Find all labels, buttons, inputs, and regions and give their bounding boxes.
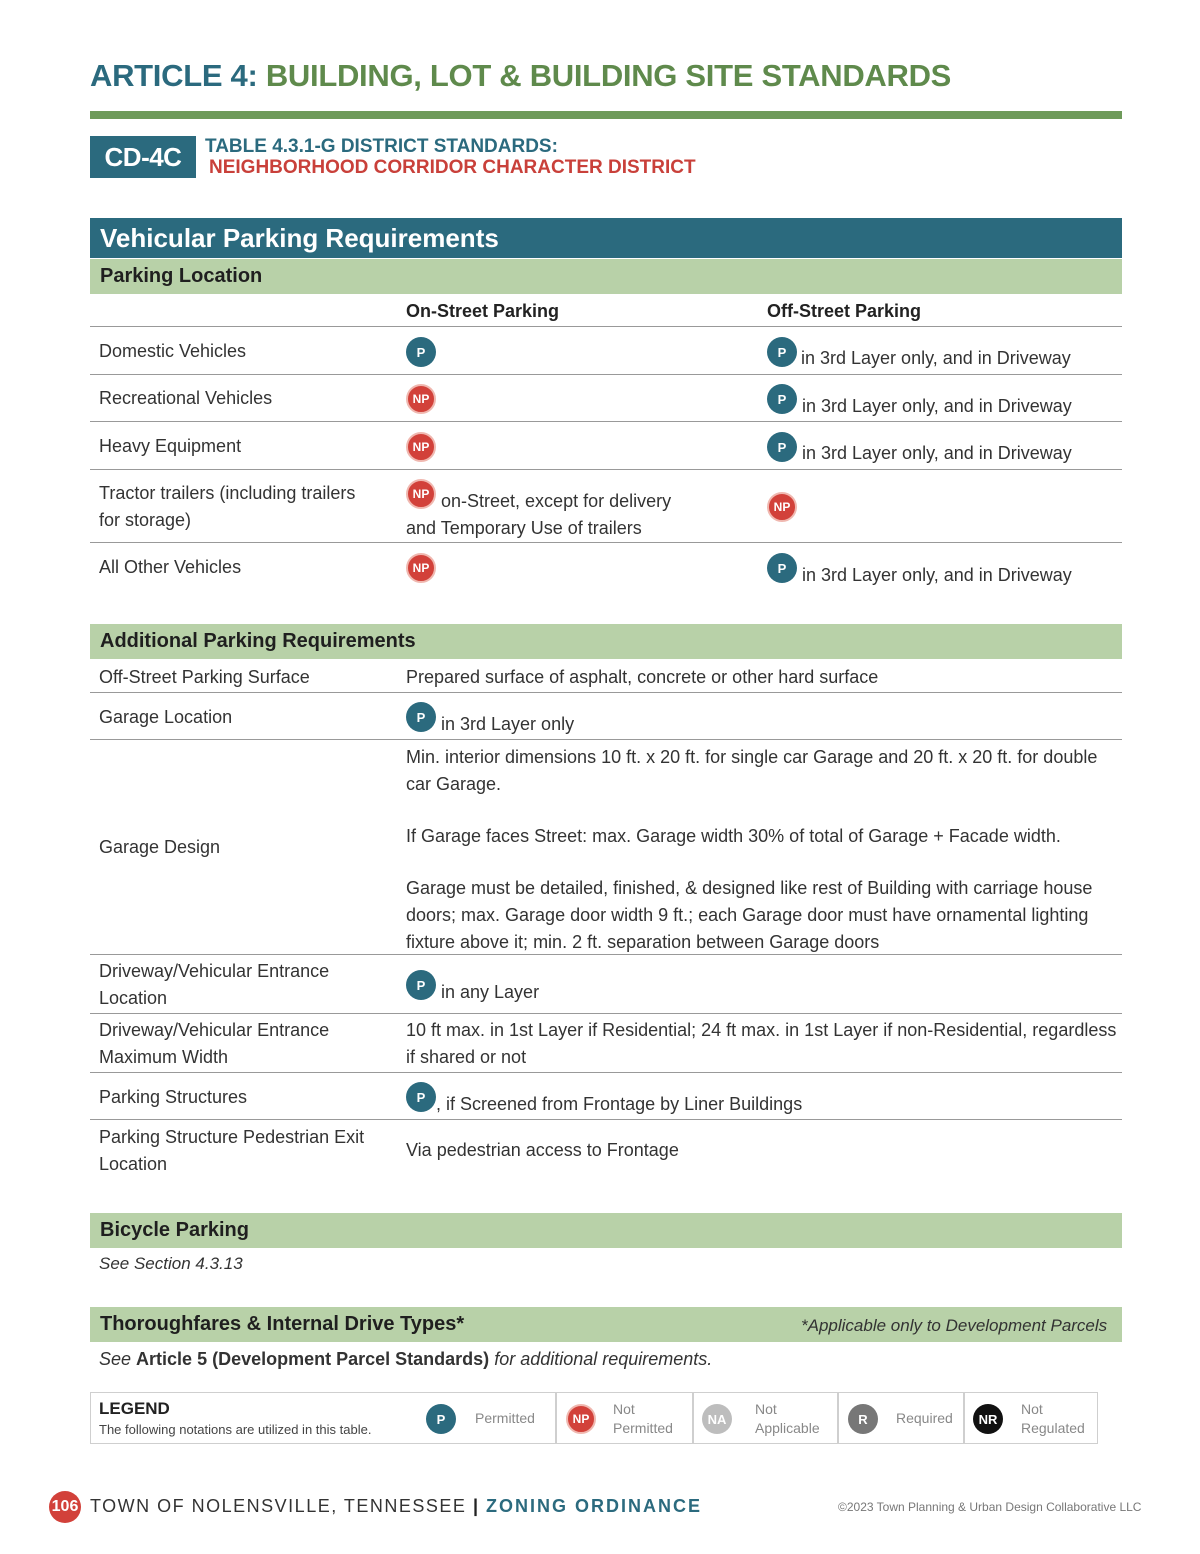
thoroughfares-footnote: *Applicable only to Development Parcels — [801, 1316, 1108, 1335]
garage-design-line: Garage must be detailed, finished, & designed like rest of Building with carriage house — [406, 878, 1093, 898]
parking-structures-label: Parking Structures — [99, 1087, 248, 1107]
row-label: All Other Vehicles — [99, 557, 242, 577]
table-title — [205, 136, 696, 178]
garage-design-value — [406, 744, 1118, 956]
row-label — [99, 480, 355, 534]
garage-location-label: Garage Location — [99, 707, 233, 727]
value-line: if shared or not — [406, 1047, 527, 1067]
garage-design-line: fixture above it; min. 2 ft. separation between Garage doors — [406, 932, 880, 952]
not-regulated-icon: NR — [973, 1404, 1003, 1434]
row-label-line: for storage) — [99, 510, 192, 530]
garage-design-line: car Garage. — [406, 774, 502, 794]
legend-label-line: Not — [755, 1401, 777, 1417]
driveway-location-label — [99, 958, 329, 1012]
driveway-width-value — [406, 1017, 1116, 1071]
legend-label: Required — [896, 1410, 953, 1426]
district-badge: CD-4C — [90, 136, 196, 178]
not-permitted-icon: NP — [406, 553, 436, 583]
title-rule — [90, 111, 1122, 119]
divider — [90, 542, 1122, 543]
on-street-value: on-Street, except for delivery — [441, 491, 672, 511]
legend-label-line: Permitted — [613, 1420, 673, 1436]
label-line: Location — [99, 988, 168, 1008]
label-line: Maximum Width — [99, 1047, 229, 1067]
town-name: TOWN OF NOLENSVILLE, TENNESSEE — [90, 1496, 467, 1516]
permitted-icon: P — [767, 553, 797, 583]
legend-title: LEGEND — [99, 1399, 170, 1418]
note-tail: for additional requirements. — [494, 1349, 713, 1369]
not-permitted-icon: NP — [406, 479, 436, 509]
driveway-location-value: in any Layer — [441, 982, 540, 1002]
row-label: Domestic Vehicles — [99, 341, 247, 361]
legend-divider — [837, 1392, 839, 1444]
label-line: Driveway/Vehicular Entrance — [99, 961, 330, 981]
thoroughfares-note — [99, 1349, 712, 1370]
article-name: BUILDING, LOT & BUILDING SITE STANDARDS — [265, 58, 952, 93]
on-street-value: and Temporary Use of trailers — [406, 518, 642, 538]
legend-label-line: Not — [1021, 1401, 1043, 1417]
divider — [90, 954, 1122, 955]
pedestrian-exit-value: Via pedestrian access to Frontage — [406, 1140, 679, 1160]
page-number: 106 — [49, 1491, 81, 1523]
parking-location-heading: Parking Location — [90, 259, 1122, 294]
row-label: Recreational Vehicles — [99, 388, 273, 408]
on-street-column-header: On-Street Parking — [406, 301, 560, 321]
label-line: Location — [99, 1154, 168, 1174]
garage-design-line: Min. interior dimensions 10 ft. x 20 ft. for single car Garage and 20 ft. x 20 ft. for double — [406, 747, 1098, 767]
legend-label — [613, 1400, 673, 1438]
legend-label — [755, 1400, 820, 1438]
bicycle-note: See Section 4.3.13 — [99, 1254, 243, 1273]
table-title-line2: NEIGHBORHOOD CORRIDOR CHARACTER DISTRICT — [209, 157, 696, 178]
article-title — [90, 58, 951, 94]
permitted-icon: P — [767, 384, 797, 414]
permitted-icon: P — [767, 432, 797, 462]
not-permitted-icon: NP — [406, 432, 436, 462]
not-permitted-icon: NP — [566, 1404, 596, 1434]
permitted-icon: P — [767, 337, 797, 367]
legend-divider — [692, 1392, 694, 1444]
thoroughfares-title: Thoroughfares & Internal Drive Types* — [100, 1313, 465, 1335]
off-street-column-header: Off-Street Parking — [767, 301, 922, 321]
section-banner: Vehicular Parking Requirements — [90, 218, 1122, 258]
legend-divider — [555, 1392, 557, 1444]
off-street-value: in 3rd Layer only, and in Driveway — [802, 396, 1072, 416]
permitted-icon: P — [406, 702, 436, 732]
legend-subtitle: The following notations are utilized in this table. — [99, 1422, 372, 1437]
garage-design-line: If Garage faces Street: max. Garage width 30% of total of Garage + Facade width. — [406, 826, 1061, 846]
legend-divider — [963, 1392, 965, 1444]
see-word: See — [99, 1349, 132, 1369]
footer-separator: | — [472, 1496, 480, 1516]
parking-structures-value: , if Screened from Frontage by Liner Buildings — [436, 1094, 803, 1114]
divider — [90, 374, 1122, 375]
label-line: Driveway/Vehicular Entrance — [99, 1020, 330, 1040]
legend-label: Permitted — [475, 1410, 535, 1426]
divider — [90, 421, 1122, 422]
legend-label — [1021, 1400, 1085, 1438]
pedestrian-exit-label — [99, 1124, 364, 1178]
surface-label: Off-Street Parking Surface — [99, 667, 310, 687]
bicycle-parking-heading: Bicycle Parking — [90, 1213, 1122, 1248]
driveway-width-label — [99, 1017, 329, 1071]
off-street-value: in 3rd Layer only, and in Driveway — [801, 348, 1071, 368]
divider — [90, 469, 1122, 470]
not-permitted-icon: NP — [767, 492, 797, 522]
article-reference: Article 5 (Development Parcel Standards) — [136, 1349, 490, 1369]
row-label: Heavy Equipment — [99, 436, 242, 456]
divider — [90, 1013, 1122, 1014]
permitted-icon: P — [406, 337, 436, 367]
permitted-icon: P — [426, 1404, 456, 1434]
legend-label-line: Regulated — [1021, 1420, 1085, 1436]
garage-design-line: doors; max. Garage door width 9 ft.; each Garage door must have ornamental lighting — [406, 905, 1089, 925]
surface-value: Prepared surface of asphalt, concrete or other hard surface — [406, 667, 879, 687]
additional-parking-heading: Additional Parking Requirements — [90, 624, 1122, 659]
permitted-icon: P — [406, 1082, 436, 1112]
legend-label-line: Not — [613, 1401, 635, 1417]
divider — [90, 326, 1122, 327]
footer-title — [90, 1496, 702, 1517]
value-line: 10 ft max. in 1st Layer if Residential; 24 ft max. in 1st Layer if non-Residential, regardless — [406, 1020, 1117, 1040]
row-label-line: Tractor trailers (including trailers — [99, 483, 356, 503]
divider — [90, 692, 1122, 693]
required-icon: R — [848, 1404, 878, 1434]
table-title-line1: TABLE 4.3.1-G DISTRICT STANDARDS: — [205, 136, 558, 157]
garage-design-label: Garage Design — [99, 837, 221, 857]
divider — [90, 1072, 1122, 1073]
off-street-value: in 3rd Layer only, and in Driveway — [802, 565, 1072, 585]
legend-label-line: Applicable — [755, 1420, 820, 1436]
off-street-value: in 3rd Layer only, and in Driveway — [802, 443, 1072, 463]
article-prefix: ARTICLE 4: — [90, 58, 258, 93]
permitted-icon: P — [406, 970, 436, 1000]
ordinance-name: ZONING ORDINANCE — [486, 1496, 702, 1516]
not-applicable-icon: NA — [702, 1404, 732, 1434]
copyright: ©2023 Town Planning & Urban Design Collaborative LLC — [838, 1500, 1142, 1514]
not-permitted-icon: NP — [406, 384, 436, 414]
label-line: Parking Structure Pedestrian Exit — [99, 1127, 365, 1147]
divider — [90, 739, 1122, 740]
garage-location-value: in 3rd Layer only — [441, 714, 575, 734]
divider — [90, 1119, 1122, 1120]
